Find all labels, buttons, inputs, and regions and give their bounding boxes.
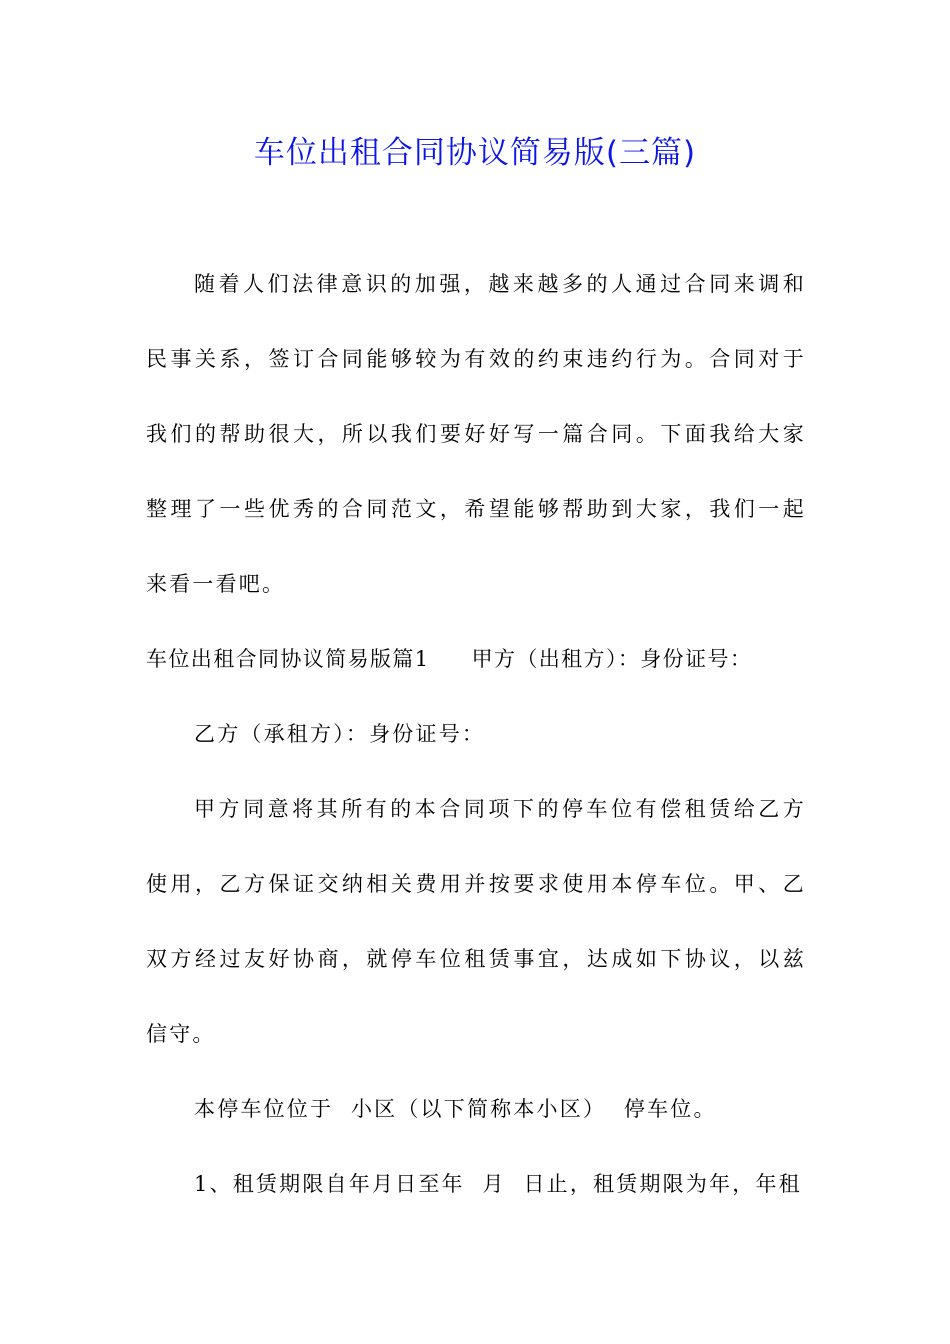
agreement-line-2: 使用，乙方保证交纳相关费用并按要求使用本停车位。甲、乙 [146,872,806,896]
document-title: 车位出租合同协议简易版(三篇) [253,135,697,171]
party-a-line: 甲方（出租方）：身份证号： [471,647,753,671]
section-heading-line [146,641,806,677]
intro-line-4: 整理了一些优秀的合同范文，希望能够帮助到大家，我们一起 [146,497,806,521]
party-b-line: 乙方（承租方）：身份证号： [194,722,486,746]
intro-line-3: 我们的帮助很大，所以我们要好好写一篇合同。下面我给大家 [146,422,806,446]
section-heading: 车位出租合同协议简易版篇1 [146,647,430,671]
location-line: 本停车位位于 小区（以下简称本小区） 停车位。 [194,1097,717,1121]
intro-line-1: 随着人们法律意识的加强，越来越多的人通过合同来调和 [194,272,806,296]
agreement-line-1: 甲方同意将其所有的本合同项下的停车位有偿租赁给乙方 [194,797,806,821]
agreement-line-4: 信守。 [146,1022,216,1046]
term-line: 1、租赁期限自年月日至年 月 日止，租赁期限为年，年租 [194,1172,802,1196]
agreement-line-3: 双方经过友好协商，就停车位租赁事宜，达成如下协议，以兹 [146,947,806,971]
intro-line-5: 来看一看吧。 [146,572,286,596]
intro-line-2: 民事关系，签订合同能够较为有效的约束违约行为。合同对于 [146,347,806,371]
